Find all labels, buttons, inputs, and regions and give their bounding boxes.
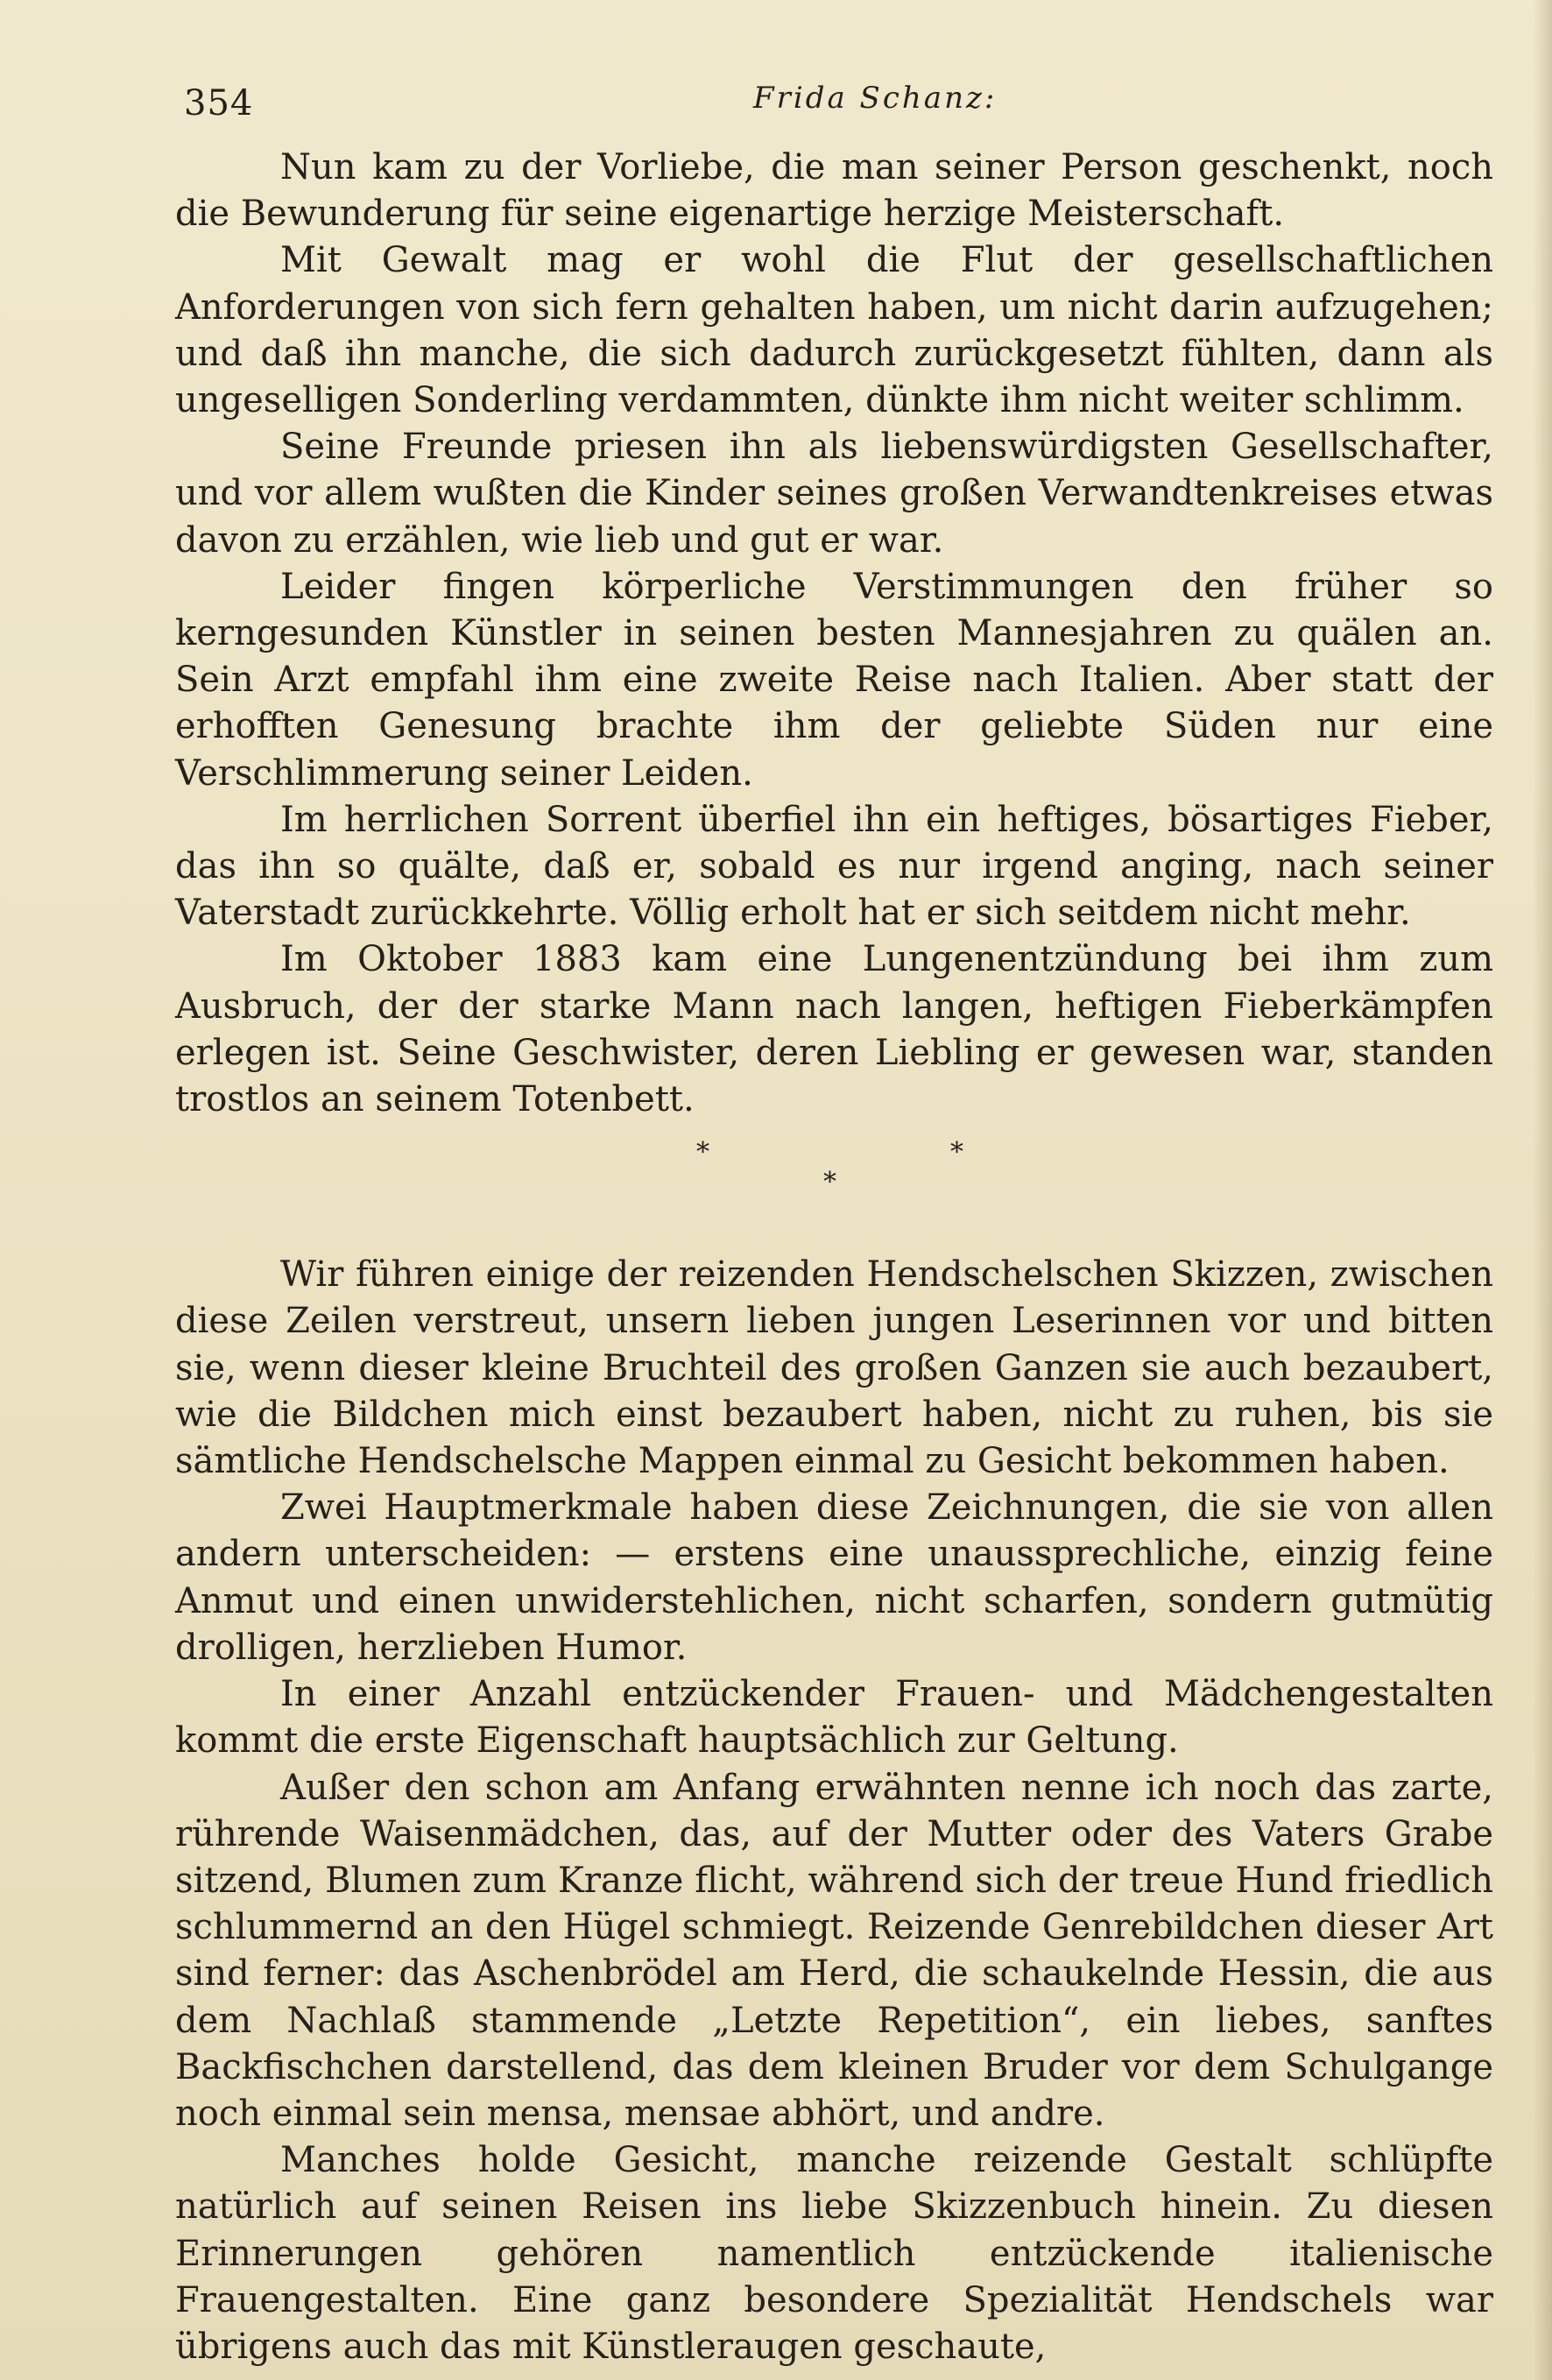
paragraph: In einer Anzahl entzückender Frauen- und Mädchengestalten kommt die erste Eigenschaft hauptsächlich zur Geltung. — [175, 1674, 1493, 1762]
paragraph: Im Oktober 1883 kam eine Lungenentzündung bei ihm zum Ausbruch, der der starke Mann nach langen, heftigen Fieberkämpfen erlegen ist. Seine Geschwister, deren Liebling er gewesen war, standen trostlos an seinem Totenbett. — [175, 939, 1493, 1120]
page-edge-shadow — [1533, 0, 1552, 2380]
paragraph: Zwei Hauptmerkmale haben diese Zeichnungen, die sie von allen andern unterscheiden: — erstens eine unaussprechliche, einzig feine Anmut und einen unwiderstehlichen, nicht scharfen, sondern gutmütig drolligen, herzlieben Humor. — [175, 1487, 1493, 1668]
asterisk: * — [950, 1137, 963, 1169]
paragraph: Wir führen einige der reizenden Hendschelschen Skizzen, zwischen diese Zeilen verstreut, unsern lieben jungen Leserinnen vor und bitten sie, wenn dieser kleine Bruchteil des großen Ganzen sie auch bezaubert, wie die Bildchen mich einst bezaubert haben, nicht zu ruhen, bis sie sämtliche Hendschelsche Mappen einmal zu Gesicht bekommen haben. — [175, 1254, 1493, 1482]
asterisk: * — [823, 1167, 836, 1198]
section-separator — [175, 1123, 1493, 1250]
paragraph: Manches holde Gesicht, manche reizende Gestalt schlüpfte natürlich auf seinen Reisen ins liebe Skizzenbuch hinein. Zu diesen Erinnerungen gehören namentlich entzückende italienische Frauengestalten. Eine ganz besondere Spezialität Hendschels war übrigens auch das mit Künstleraugen geschaute, — [175, 2140, 1493, 2367]
paragraph: Seine Freunde priesen ihn als liebenswürdigsten Gesellschafter, und vor allem wußten die Kinder seines großen Verwandtenkreises etwas davon zu erzählen, wie lieb und gut er war. — [175, 427, 1493, 561]
running-head: Frida Schanz: — [753, 81, 998, 116]
paragraph: Leider fingen körperliche Verstimmungen den früher so kerngesunden Künstler in seinen besten Mannesjahren zu quälen an. Sein Arzt empfahl ihm eine zweite Reise nach Italien. Aber statt der erhofften Genesung brachte ihm der geliebte Süden nur eine Verschlimmerung seiner Leiden. — [175, 566, 1493, 794]
paragraph: Im herrlichen Sorrent überfiel ihn ein heftiges, bösartiges Fieber, das ihn so quälte, daß er, sobald es nur irgend anging, nach seiner Vaterstadt zurückkehrte. Völlig erholt hat er sich seitdem nicht mehr. — [175, 799, 1493, 934]
page-number: 354 — [184, 83, 254, 124]
section-one — [175, 145, 1493, 1123]
paragraph: Nun kam zu der Vorliebe, die man seiner Person geschenkt, noch die Bewunderung für seine eigenartige herzige Meisterschaft. — [175, 147, 1493, 235]
main-text — [175, 145, 1493, 2370]
paragraph: Mit Gewalt mag er wohl die Flut der gesellschaftlichen Anforderungen von sich fern gehalten haben, um nicht darin aufzugehen; und daß ihn manche, die sich dadurch zurückgesetzt fühlten, dann als ungeselligen Sonderling verdammten, dünkte ihm nicht weiter schlimm. — [175, 240, 1493, 421]
paragraph: Außer den schon am Anfang erwähnten nenne ich noch das zarte, rührende Waisenmädchen, das, auf der Mutter oder des Vaters Grabe sitzend, Blumen zum Kranze flicht, während sich der treue Hund friedlich schlummernd an den Hügel schmiegt. Reizende Genrebildchen dieser Art sind ferner: das Aschenbrödel am Herd, die schaukelnde Hessin, die aus dem Nachlaß stammende „Letzte Repetition“, ein liebes, sanftes Backfischchen darstellend, das dem kleinen Bruder vor dem Schulgange noch einmal sein mensa, mensae abhört, und andre. — [175, 1767, 1493, 2134]
section-two — [175, 1252, 1493, 2370]
asterisk: * — [696, 1137, 709, 1169]
